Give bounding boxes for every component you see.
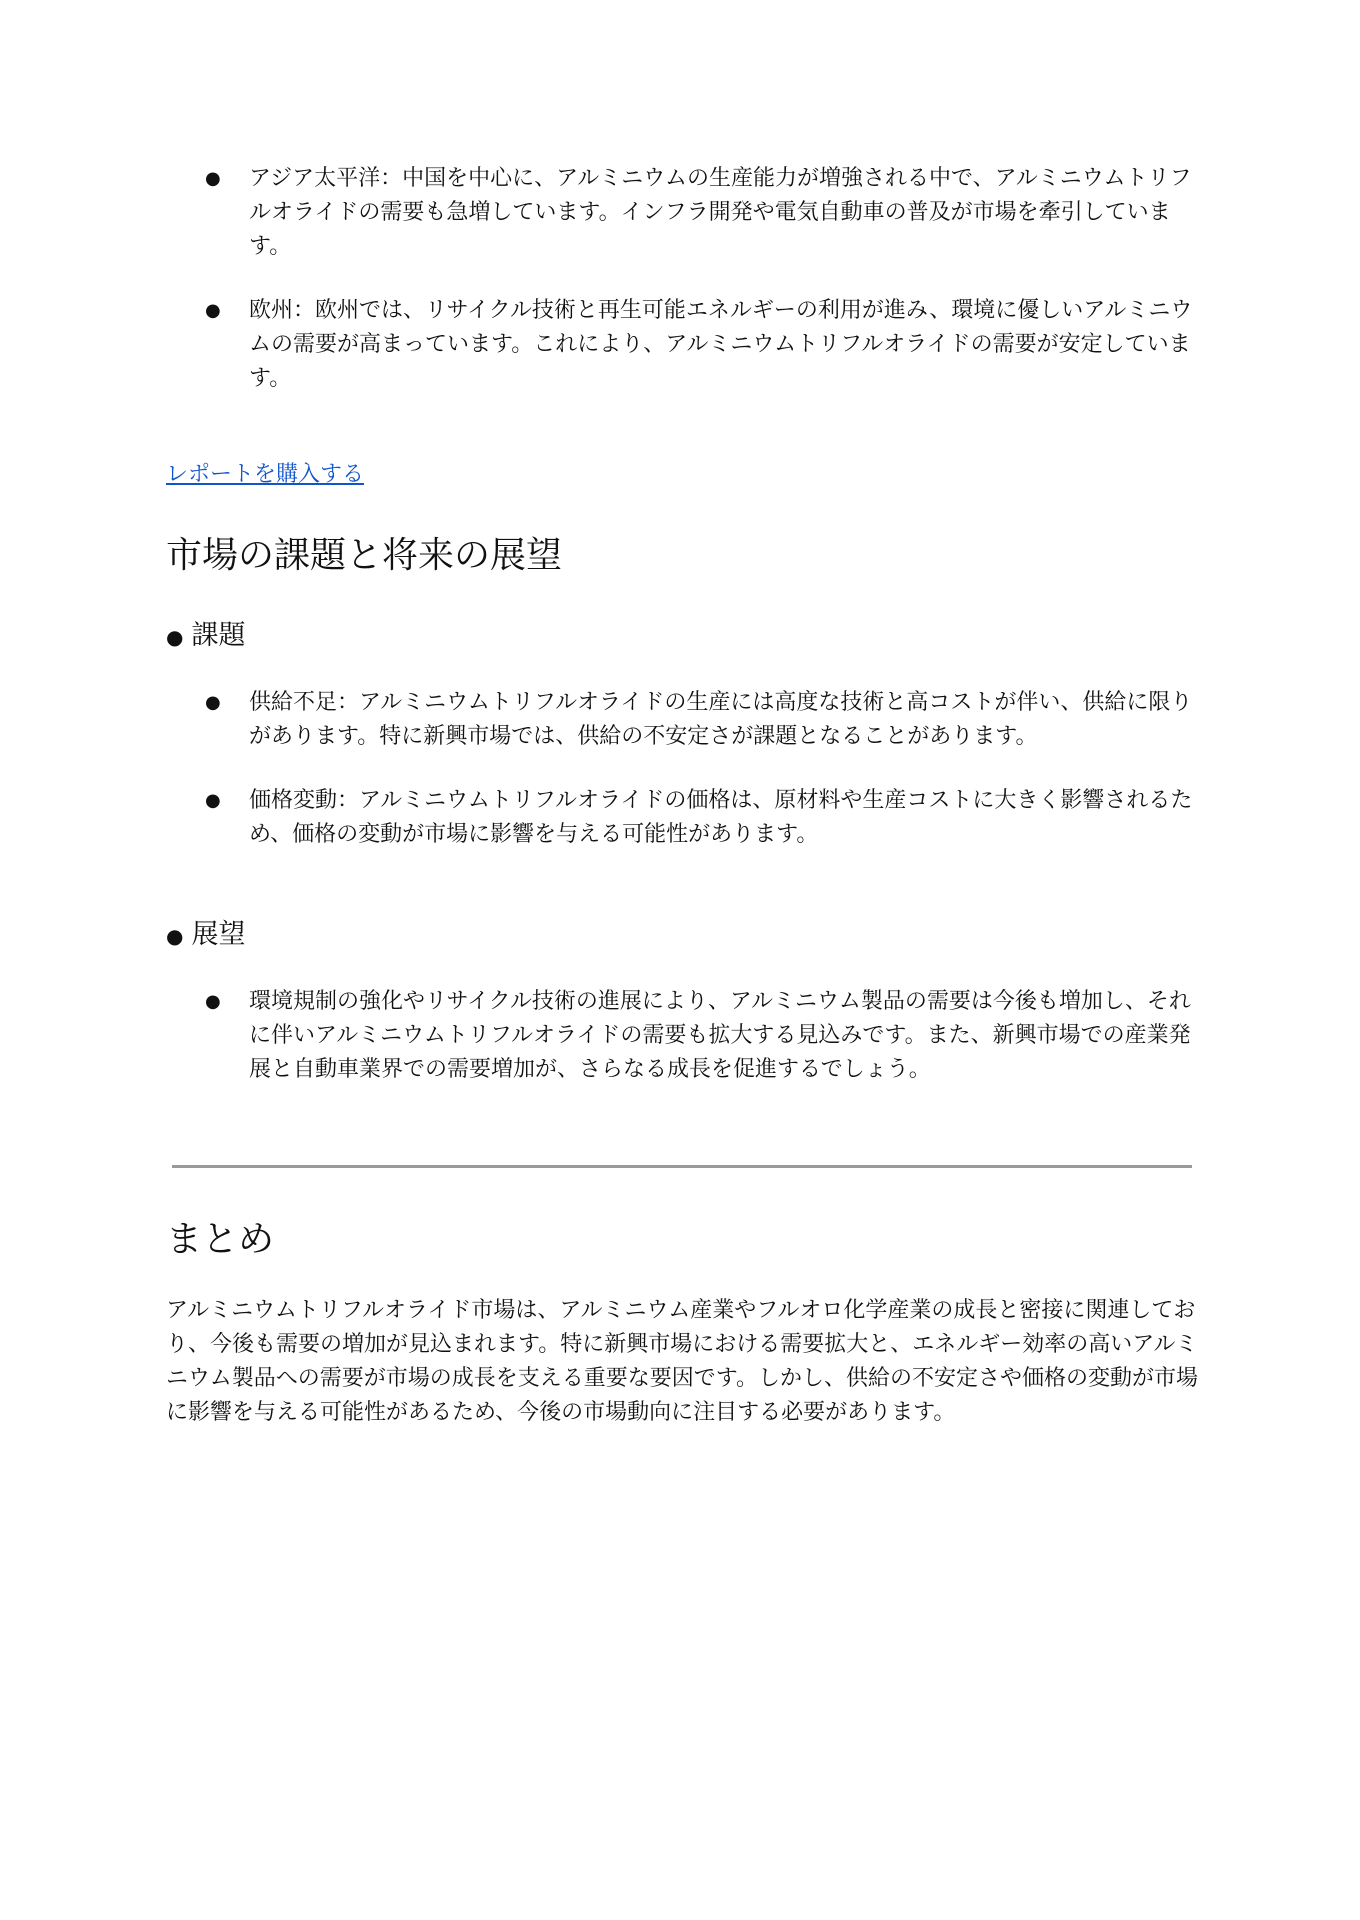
list-item-text: 欧州：欧州では、リサイクル技術と再生可能エネルギーの利用が進み、環境に優しいアルミニウムの需要が高まっています。これにより、アルミニウムトリフルオライドの需要が安定しています。 bbox=[249, 298, 1193, 391]
bullet-icon: ● bbox=[205, 692, 221, 713]
list-item-supply-shortage bbox=[205, 686, 1205, 754]
list-item-text: アジア太平洋：中国を中心に、アルミニウムの生産能力が増強される中で、アルミニウムトリフルオライドの需要も急増しています。インフラ開発や電気自動車の普及が市場を牽引しています。 bbox=[249, 166, 1192, 259]
sub-heading-label: 課題 bbox=[191, 620, 246, 651]
purchase-report-link[interactable]: レポートを購入する bbox=[166, 462, 365, 487]
list-item-text: 環境規制の強化やリサイクル技術の進展により、アルミニウム製品の需要は今後も増加し、それに伴いアルミニウムトリフルオライドの需要も拡大する見込みです。また、新興市場での産業発展と自動車業界での需要増加が、さらなる成長を促進するでしょう。 bbox=[249, 989, 1191, 1082]
bullet-icon: ● bbox=[205, 991, 221, 1012]
summary-paragraph: アルミニウムトリフルオライド市場は、アルミニウム産業やフルオロ化学産業の成長と密接に関連しており、今後も需要の増加が見込まれます。特に新興市場における需要拡大と、エネルギー効率の高いアルミニウム製品への需要が市場の成長を支える重要な要因です。しかし、供給の不安定さや価格の変動が市場に影響を与える可能性があるため、今後の市場動向に注目する必要があります。 bbox=[166, 1298, 1199, 1425]
horizontal-divider bbox=[172, 1165, 1192, 1168]
sub-heading-outlook bbox=[166, 915, 245, 956]
list-item-europe bbox=[205, 294, 1205, 396]
bullet-icon: ● bbox=[205, 790, 221, 811]
list-item-price-fluctuation bbox=[205, 784, 1205, 852]
list-item-text: 供給不足：アルミニウムトリフルオライドの生産には高度な技術と高コストが伴い、供給に限りがあります。特に新興市場では、供給の不安定さが課題となることがあります。 bbox=[249, 690, 1193, 749]
bullet-icon: ● bbox=[205, 168, 221, 189]
list-item-text: 価格変動：アルミニウムトリフルオライドの価格は、原材料や生産コストに大きく影響されるため、価格の変動が市場に影響を与える可能性があります。 bbox=[249, 788, 1193, 847]
list-item-outlook bbox=[205, 985, 1205, 1087]
sub-heading-label: 展望 bbox=[191, 919, 246, 950]
list-item-asia-pacific bbox=[205, 162, 1205, 264]
bullet-icon: ● bbox=[166, 625, 184, 649]
bullet-icon: ● bbox=[166, 924, 184, 948]
section-heading-summary: まとめ bbox=[166, 1219, 275, 1260]
sub-heading-challenges bbox=[166, 616, 245, 657]
section-heading-challenges-outlook: 市場の課題と将来の展望 bbox=[166, 535, 563, 576]
bullet-icon: ● bbox=[205, 300, 221, 321]
